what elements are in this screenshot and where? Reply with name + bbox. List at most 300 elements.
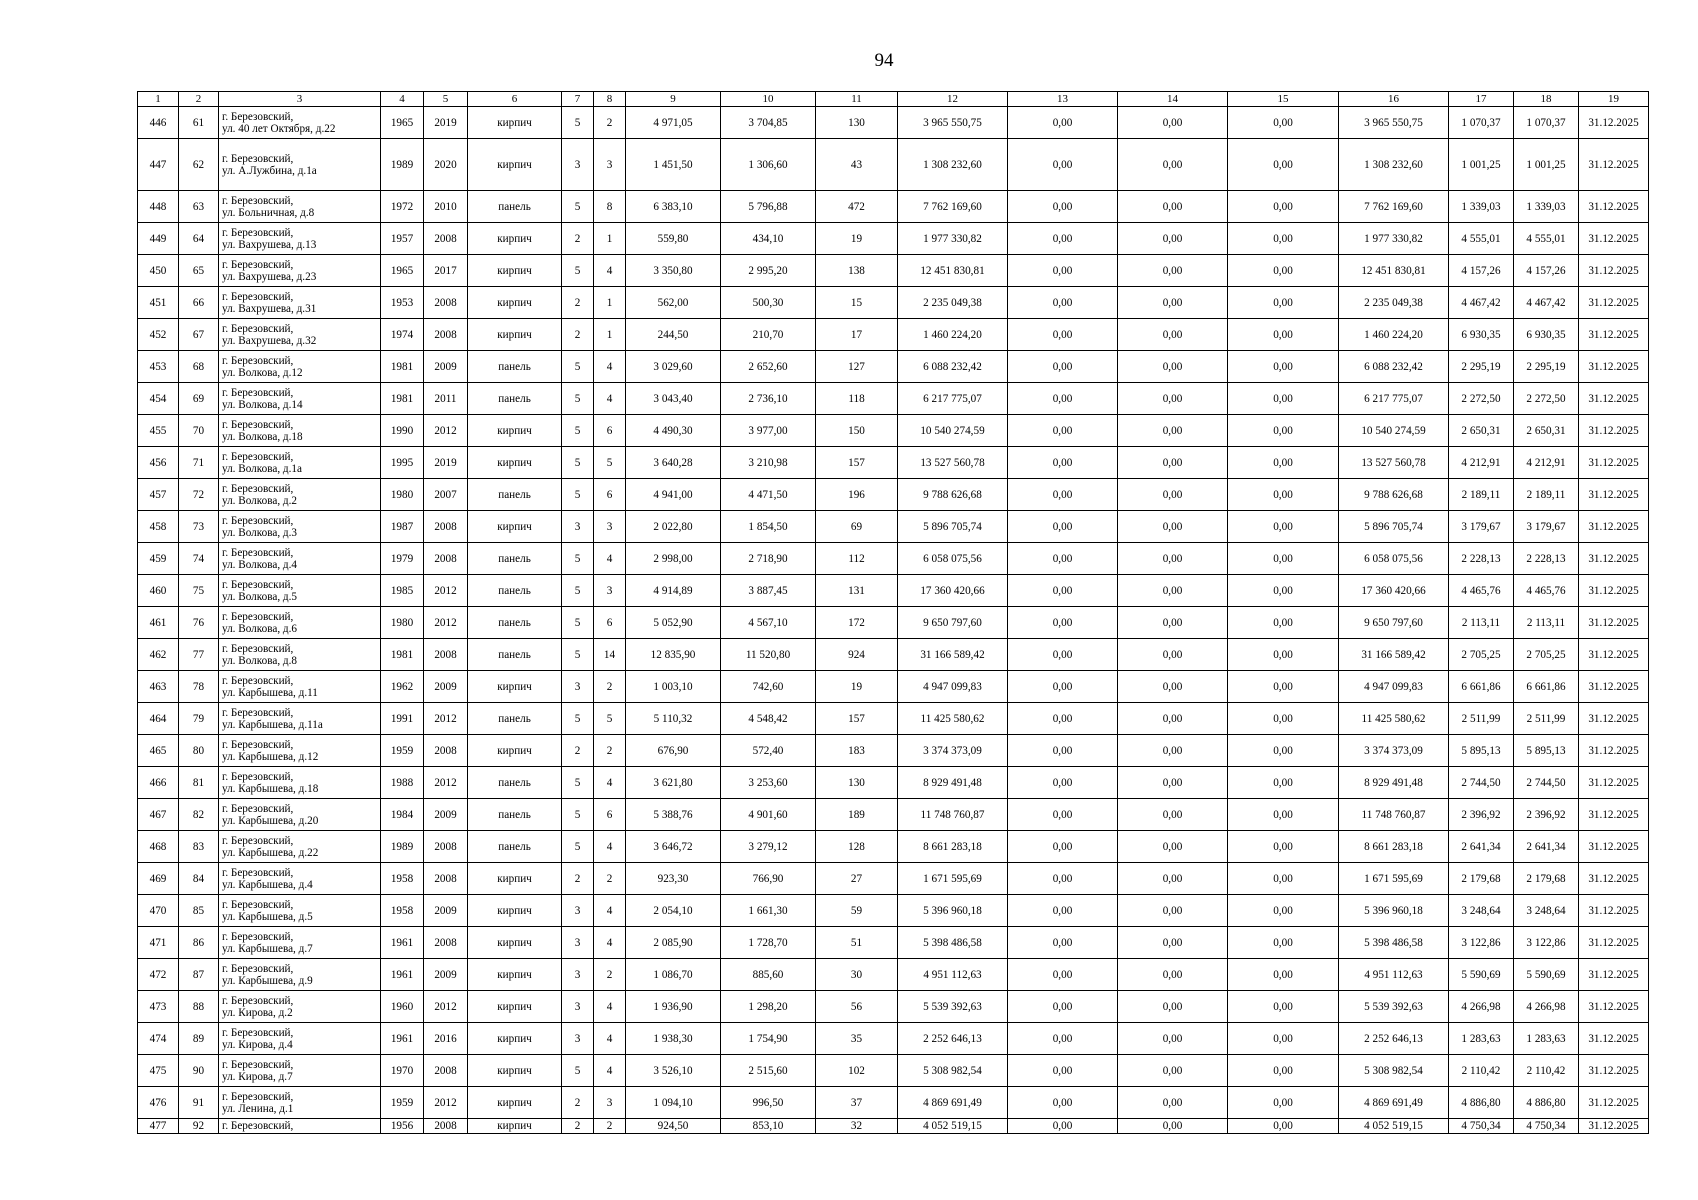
table-cell: 4 xyxy=(594,543,626,575)
table-cell: 4 467,42 xyxy=(1514,287,1579,319)
table-cell: 0,00 xyxy=(1118,255,1228,287)
table-cell: 1 094,10 xyxy=(626,1087,721,1119)
table-cell: 0,00 xyxy=(1118,191,1228,223)
table-cell: 2 xyxy=(594,671,626,703)
table-cell: 4 555,01 xyxy=(1449,223,1514,255)
table-cell: 1 460 224,20 xyxy=(898,319,1008,351)
table-cell: 0,00 xyxy=(1008,447,1118,479)
table-cell: 31.12.2025 xyxy=(1579,831,1649,863)
table-cell: 9 788 626,68 xyxy=(1339,479,1449,511)
table-cell: 2 744,50 xyxy=(1514,767,1579,799)
table-cell: 1985 xyxy=(381,575,424,607)
table-cell: 5 xyxy=(562,383,594,415)
table-row xyxy=(138,107,1649,139)
table-cell: 31.12.2025 xyxy=(1579,383,1649,415)
table-cell: 1 001,25 xyxy=(1514,139,1579,191)
table-cell: 17 xyxy=(816,319,898,351)
table-cell: 0,00 xyxy=(1008,1055,1118,1087)
table-cell: 3 248,64 xyxy=(1514,895,1579,927)
column-header-13: 13 xyxy=(1008,92,1118,107)
table-cell: 0,00 xyxy=(1228,223,1339,255)
table-cell: 131 xyxy=(816,575,898,607)
table-cell: 0,00 xyxy=(1118,139,1228,191)
table-cell: 6 088 232,42 xyxy=(1339,351,1449,383)
table-row xyxy=(138,671,1649,703)
table-cell: 51 xyxy=(816,927,898,959)
table-cell: 32 xyxy=(816,1119,898,1134)
table-cell: панель xyxy=(468,543,562,575)
table-cell: 477 xyxy=(138,1119,179,1134)
table-cell: кирпич xyxy=(468,895,562,927)
table-cell: 0,00 xyxy=(1118,895,1228,927)
table-cell: 31.12.2025 xyxy=(1579,255,1649,287)
table-cell: 572,40 xyxy=(721,735,816,767)
table-cell: 2012 xyxy=(424,767,468,799)
table-cell: 4 886,80 xyxy=(1449,1087,1514,1119)
table-cell: 1959 xyxy=(381,1087,424,1119)
column-header-8: 8 xyxy=(594,92,626,107)
table-cell: 0,00 xyxy=(1228,735,1339,767)
table-cell: 5 895,13 xyxy=(1449,735,1514,767)
table-cell: 0,00 xyxy=(1228,107,1339,139)
table-cell: 1 070,37 xyxy=(1514,107,1579,139)
table-cell: 4 465,76 xyxy=(1449,575,1514,607)
table-cell: 0,00 xyxy=(1118,383,1228,415)
table-cell: 4 xyxy=(594,383,626,415)
table-cell: 183 xyxy=(816,735,898,767)
table-cell: 244,50 xyxy=(626,319,721,351)
table-cell: 742,60 xyxy=(721,671,816,703)
table-cell: 3 640,28 xyxy=(626,447,721,479)
table-cell: 461 xyxy=(138,607,179,639)
table-cell: 3 xyxy=(594,575,626,607)
table-cell: кирпич xyxy=(468,223,562,255)
table-cell: 1958 xyxy=(381,895,424,927)
table-cell: 5 796,88 xyxy=(721,191,816,223)
table-cell: 460 xyxy=(138,575,179,607)
table-cell: 2 641,34 xyxy=(1514,831,1579,863)
table-cell: 127 xyxy=(816,351,898,383)
table-cell: кирпич xyxy=(468,927,562,959)
table-cell: 5 xyxy=(594,703,626,735)
table-cell: 31.12.2025 xyxy=(1579,1119,1649,1134)
address-cell: г. Березовский, ул. Карбышева, д.20 xyxy=(219,799,381,831)
address-cell: г. Березовский, ул. Карбышева, д.11а xyxy=(219,703,381,735)
table-cell: панель xyxy=(468,703,562,735)
table-cell: 6 217 775,07 xyxy=(898,383,1008,415)
table-row xyxy=(138,223,1649,255)
address-cell: г. Березовский, ул. 40 лет Октября, д.22 xyxy=(219,107,381,139)
table-cell: 1988 xyxy=(381,767,424,799)
table-cell: 3 xyxy=(562,927,594,959)
table-cell: 43 xyxy=(816,139,898,191)
table-cell: 6 661,86 xyxy=(1449,671,1514,703)
table-cell: 4 901,60 xyxy=(721,799,816,831)
column-header-1: 1 xyxy=(138,92,179,107)
table-cell: 0,00 xyxy=(1228,1119,1339,1134)
table-cell: 0,00 xyxy=(1008,991,1118,1023)
table-cell: 3 526,10 xyxy=(626,1055,721,1087)
table-cell: 1 460 224,20 xyxy=(1339,319,1449,351)
table-cell: 64 xyxy=(179,223,219,255)
address-cell: г. Березовский, ул. Волкова, д.14 xyxy=(219,383,381,415)
table-cell: 3 xyxy=(594,511,626,543)
table-cell: 79 xyxy=(179,703,219,735)
table-cell: 0,00 xyxy=(1008,107,1118,139)
table-cell: 5 398 486,58 xyxy=(1339,927,1449,959)
table-row xyxy=(138,543,1649,575)
table-cell: 500,30 xyxy=(721,287,816,319)
table-cell: 0,00 xyxy=(1118,479,1228,511)
table-cell: 0,00 xyxy=(1008,831,1118,863)
table-cell: 1 086,70 xyxy=(626,959,721,991)
column-header-11: 11 xyxy=(816,92,898,107)
table-cell: 5 396 960,18 xyxy=(1339,895,1449,927)
table-cell: 0,00 xyxy=(1118,991,1228,1023)
table-cell: 1970 xyxy=(381,1055,424,1087)
table-cell: 466 xyxy=(138,767,179,799)
table-cell: 31.12.2025 xyxy=(1579,991,1649,1023)
table-row xyxy=(138,139,1649,191)
table-cell: 2 228,13 xyxy=(1514,543,1579,575)
table-cell: 1 001,25 xyxy=(1449,139,1514,191)
table-row xyxy=(138,895,1649,927)
table-cell: 2 511,99 xyxy=(1514,703,1579,735)
table-cell: 85 xyxy=(179,895,219,927)
table-cell: 476 xyxy=(138,1087,179,1119)
table-cell: 1980 xyxy=(381,479,424,511)
table-cell: 2 189,11 xyxy=(1449,479,1514,511)
table-row xyxy=(138,831,1649,863)
table-cell: 2012 xyxy=(424,991,468,1023)
table-cell: 0,00 xyxy=(1008,1023,1118,1055)
table-cell: 0,00 xyxy=(1008,639,1118,671)
table-cell: 11 748 760,87 xyxy=(898,799,1008,831)
table-cell: 4 548,42 xyxy=(721,703,816,735)
table-cell: 1995 xyxy=(381,447,424,479)
table-cell: 3 043,40 xyxy=(626,383,721,415)
table-cell: 4 490,30 xyxy=(626,415,721,447)
housing-registry-table xyxy=(137,91,1649,1134)
table-cell: 2 744,50 xyxy=(1449,767,1514,799)
table-cell: 80 xyxy=(179,735,219,767)
table-cell: 1 977 330,82 xyxy=(1339,223,1449,255)
table-cell: 31 166 589,42 xyxy=(898,639,1008,671)
table-cell: 6 930,35 xyxy=(1449,319,1514,351)
table-cell: 69 xyxy=(179,383,219,415)
table-cell: 0,00 xyxy=(1228,639,1339,671)
table-row xyxy=(138,927,1649,959)
table-cell: 472 xyxy=(816,191,898,223)
address-cell: г. Березовский, ул. Волкова, д.8 xyxy=(219,639,381,671)
table-cell: 451 xyxy=(138,287,179,319)
table-cell: 0,00 xyxy=(1118,575,1228,607)
table-cell: 474 xyxy=(138,1023,179,1055)
table-cell: 1 283,63 xyxy=(1514,1023,1579,1055)
table-cell: 0,00 xyxy=(1008,511,1118,543)
table-cell: 1 xyxy=(594,319,626,351)
table-cell: 0,00 xyxy=(1228,799,1339,831)
table-cell: 31 166 589,42 xyxy=(1339,639,1449,671)
table-cell: 4 xyxy=(594,1023,626,1055)
table-cell: 3 646,72 xyxy=(626,831,721,863)
table-cell: 5 xyxy=(562,415,594,447)
table-cell: кирпич xyxy=(468,735,562,767)
table-cell: 2016 xyxy=(424,1023,468,1055)
table-cell: 3 248,64 xyxy=(1449,895,1514,927)
table-cell: 5 xyxy=(562,191,594,223)
table-cell: 2009 xyxy=(424,959,468,991)
table-cell: 2 736,10 xyxy=(721,383,816,415)
table-cell: 2 228,13 xyxy=(1449,543,1514,575)
table-cell: 4 471,50 xyxy=(721,479,816,511)
table-cell: 2 xyxy=(562,319,594,351)
table-cell: 453 xyxy=(138,351,179,383)
table-cell: 3 253,60 xyxy=(721,767,816,799)
table-cell: 62 xyxy=(179,139,219,191)
table-cell: 1 339,03 xyxy=(1514,191,1579,223)
table-cell: 0,00 xyxy=(1008,1119,1118,1134)
table-cell: 72 xyxy=(179,479,219,511)
table-cell: 0,00 xyxy=(1228,139,1339,191)
table-cell: 6 930,35 xyxy=(1514,319,1579,351)
table-cell: 31.12.2025 xyxy=(1579,1055,1649,1087)
table-cell: 2 xyxy=(562,223,594,255)
table-cell: 73 xyxy=(179,511,219,543)
table-cell: 1 283,63 xyxy=(1449,1023,1514,1055)
table-cell: 5 110,32 xyxy=(626,703,721,735)
column-header-2: 2 xyxy=(179,92,219,107)
table-cell: 31.12.2025 xyxy=(1579,607,1649,639)
table-cell: 0,00 xyxy=(1228,447,1339,479)
table-cell: 766,90 xyxy=(721,863,816,895)
table-cell: кирпич xyxy=(468,991,562,1023)
table-cell: 2 998,00 xyxy=(626,543,721,575)
table-cell: 130 xyxy=(816,767,898,799)
table-row xyxy=(138,607,1649,639)
table-cell: 35 xyxy=(816,1023,898,1055)
table-cell: 89 xyxy=(179,1023,219,1055)
table-cell: 1961 xyxy=(381,959,424,991)
table-cell: 3 179,67 xyxy=(1449,511,1514,543)
table-cell: 1 306,60 xyxy=(721,139,816,191)
table-cell: 2020 xyxy=(424,139,468,191)
table-cell: 2012 xyxy=(424,1087,468,1119)
table-cell: 467 xyxy=(138,799,179,831)
table-cell: 0,00 xyxy=(1118,351,1228,383)
table-cell: 5 539 392,63 xyxy=(1339,991,1449,1023)
table-cell: 2008 xyxy=(424,863,468,895)
table-cell: 3 374 373,09 xyxy=(898,735,1008,767)
table-cell: 2007 xyxy=(424,479,468,511)
table-cell: 3 279,12 xyxy=(721,831,816,863)
column-header-6: 6 xyxy=(468,92,562,107)
table-cell: 1981 xyxy=(381,639,424,671)
table-cell: 31.12.2025 xyxy=(1579,927,1649,959)
table-cell: 3 704,85 xyxy=(721,107,816,139)
table-cell: 74 xyxy=(179,543,219,575)
table-cell: 31.12.2025 xyxy=(1579,107,1649,139)
table-cell: 0,00 xyxy=(1228,863,1339,895)
table-cell: 7 762 169,60 xyxy=(1339,191,1449,223)
table-cell: 12 835,90 xyxy=(626,639,721,671)
table-cell: 31.12.2025 xyxy=(1579,543,1649,575)
address-cell: г. Березовский, ул. Волкова, д.1а xyxy=(219,447,381,479)
table-cell: 2 515,60 xyxy=(721,1055,816,1087)
table-cell: 457 xyxy=(138,479,179,511)
table-cell: 468 xyxy=(138,831,179,863)
table-cell: 0,00 xyxy=(1228,767,1339,799)
table-cell: 3 977,00 xyxy=(721,415,816,447)
table-cell: 2 xyxy=(594,107,626,139)
table-cell: 2 xyxy=(562,287,594,319)
table-cell: 130 xyxy=(816,107,898,139)
table-cell: 4 157,26 xyxy=(1449,255,1514,287)
table-cell: 13 527 560,78 xyxy=(898,447,1008,479)
table-cell: 2 235 049,38 xyxy=(1339,287,1449,319)
table-cell: кирпич xyxy=(468,1087,562,1119)
table-cell: 0,00 xyxy=(1118,1023,1228,1055)
table-cell: 562,00 xyxy=(626,287,721,319)
column-header-3: 3 xyxy=(219,92,381,107)
table-cell: 31.12.2025 xyxy=(1579,799,1649,831)
table-cell: 2 085,90 xyxy=(626,927,721,959)
table-cell: 2008 xyxy=(424,735,468,767)
table-cell: кирпич xyxy=(468,511,562,543)
table-cell: 0,00 xyxy=(1118,223,1228,255)
table-cell: 4 869 691,49 xyxy=(1339,1087,1449,1119)
table-cell: 559,80 xyxy=(626,223,721,255)
table-cell: 4 555,01 xyxy=(1514,223,1579,255)
table-cell: 2 295,19 xyxy=(1514,351,1579,383)
table-cell: 3 179,67 xyxy=(1514,511,1579,543)
table-cell: 75 xyxy=(179,575,219,607)
table-cell: 61 xyxy=(179,107,219,139)
table-cell: 84 xyxy=(179,863,219,895)
table-cell: 8 xyxy=(594,191,626,223)
address-cell: г. Березовский, ул. Кирова, д.4 xyxy=(219,1023,381,1055)
column-header-10: 10 xyxy=(721,92,816,107)
table-cell: 2008 xyxy=(424,223,468,255)
table-cell: 0,00 xyxy=(1008,607,1118,639)
table-cell: 77 xyxy=(179,639,219,671)
table-cell: 3 887,45 xyxy=(721,575,816,607)
table-cell: 2 189,11 xyxy=(1514,479,1579,511)
table-cell: 6 661,86 xyxy=(1514,671,1579,703)
table-cell: 2 650,31 xyxy=(1514,415,1579,447)
table-cell: 2 113,11 xyxy=(1514,607,1579,639)
table-cell: 4 212,91 xyxy=(1449,447,1514,479)
table-cell: 31.12.2025 xyxy=(1579,479,1649,511)
table-cell: 2 718,90 xyxy=(721,543,816,575)
table-cell: 2019 xyxy=(424,107,468,139)
table-cell: 172 xyxy=(816,607,898,639)
table-cell: 0,00 xyxy=(1008,575,1118,607)
table-cell: 31.12.2025 xyxy=(1579,575,1649,607)
table-cell: 2012 xyxy=(424,575,468,607)
table-row xyxy=(138,191,1649,223)
table-cell: 5 xyxy=(562,639,594,671)
address-cell: г. Березовский, ул. Кирова, д.7 xyxy=(219,1055,381,1087)
table-cell: 6 383,10 xyxy=(626,191,721,223)
table-cell: 2 272,50 xyxy=(1514,383,1579,415)
table-cell: 2 110,42 xyxy=(1449,1055,1514,1087)
table-cell: 2008 xyxy=(424,319,468,351)
table-cell: 0,00 xyxy=(1118,543,1228,575)
table-cell: 10 540 274,59 xyxy=(1339,415,1449,447)
table-cell: 12 451 830,81 xyxy=(1339,255,1449,287)
table-cell: 0,00 xyxy=(1008,703,1118,735)
table-cell: 112 xyxy=(816,543,898,575)
table-cell: кирпич xyxy=(468,1055,562,1087)
table-cell: 1 308 232,60 xyxy=(1339,139,1449,191)
table-cell: 0,00 xyxy=(1228,671,1339,703)
table-cell: 0,00 xyxy=(1118,447,1228,479)
table-cell: панель xyxy=(468,607,562,639)
table-cell: 1960 xyxy=(381,991,424,1023)
table-cell: 8 929 491,48 xyxy=(1339,767,1449,799)
table-cell: 31.12.2025 xyxy=(1579,511,1649,543)
table-cell: 4 xyxy=(594,255,626,287)
address-cell: г. Березовский, ул. Карбышева, д.7 xyxy=(219,927,381,959)
table-cell: 5 xyxy=(562,351,594,383)
table-cell: 4 750,34 xyxy=(1514,1119,1579,1134)
table-row xyxy=(138,735,1649,767)
table-cell: 1990 xyxy=(381,415,424,447)
table-cell: 2008 xyxy=(424,1055,468,1087)
table-cell: 0,00 xyxy=(1118,959,1228,991)
column-header-5: 5 xyxy=(424,92,468,107)
table-cell: 0,00 xyxy=(1008,735,1118,767)
table-cell: 4 465,76 xyxy=(1514,575,1579,607)
table-row xyxy=(138,383,1649,415)
table-cell: 0,00 xyxy=(1228,703,1339,735)
table-cell: 4 xyxy=(594,351,626,383)
table-cell: 0,00 xyxy=(1008,319,1118,351)
table-cell: 3 122,86 xyxy=(1514,927,1579,959)
address-cell: г. Березовский, ул. Карбышева, д.9 xyxy=(219,959,381,991)
table-cell: 2009 xyxy=(424,351,468,383)
table-cell: 6 058 075,56 xyxy=(898,543,1008,575)
table-cell: 0,00 xyxy=(1118,1055,1228,1087)
address-cell: г. Березовский, ул. Волкова, д.12 xyxy=(219,351,381,383)
column-header-9: 9 xyxy=(626,92,721,107)
table-cell: 56 xyxy=(816,991,898,1023)
table-cell: 5 xyxy=(562,543,594,575)
table-cell: 2 641,34 xyxy=(1449,831,1514,863)
table-cell: 0,00 xyxy=(1008,287,1118,319)
table-cell: 1961 xyxy=(381,1023,424,1055)
table-cell: 82 xyxy=(179,799,219,831)
table-cell: 71 xyxy=(179,447,219,479)
table-cell: 4 xyxy=(594,895,626,927)
table-cell: 2019 xyxy=(424,447,468,479)
address-cell: г. Березовский, ул. Волкова, д.2 xyxy=(219,479,381,511)
table-cell: 14 xyxy=(594,639,626,671)
table-body xyxy=(138,107,1649,1134)
table-cell: 1 661,30 xyxy=(721,895,816,927)
table-cell: 15 xyxy=(816,287,898,319)
table-cell: 2 396,92 xyxy=(1514,799,1579,831)
table-cell: 5 539 392,63 xyxy=(898,991,1008,1023)
column-header-14: 14 xyxy=(1118,92,1228,107)
table-cell: 0,00 xyxy=(1118,415,1228,447)
table-cell: 1981 xyxy=(381,351,424,383)
table-cell: 459 xyxy=(138,543,179,575)
table-cell: 31.12.2025 xyxy=(1579,139,1649,191)
table-cell: 1 936,90 xyxy=(626,991,721,1023)
table-cell: 454 xyxy=(138,383,179,415)
